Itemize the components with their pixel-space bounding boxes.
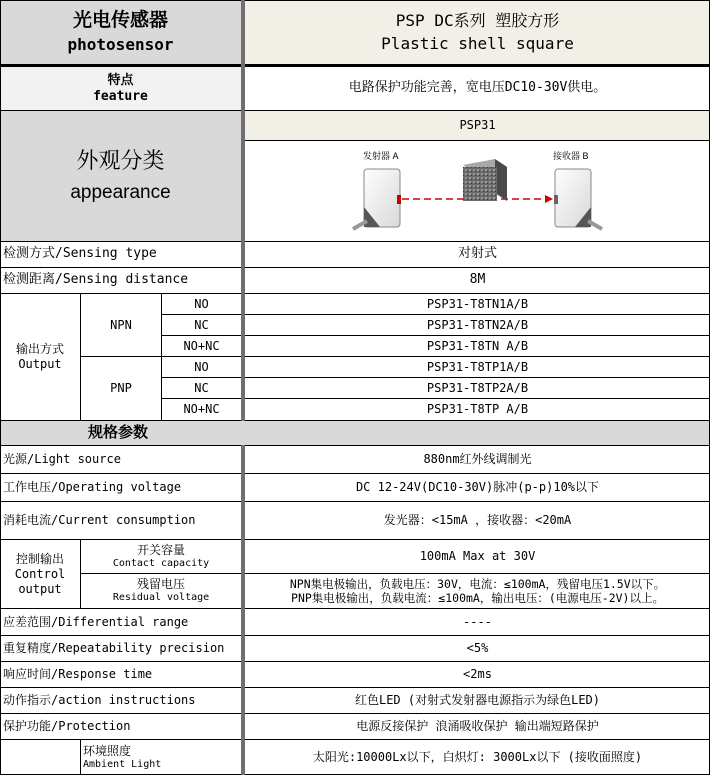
- residual-voltage-cn: 残留电压: [136, 577, 185, 592]
- grid-line: [0, 739, 710, 740]
- output-label-cn: 输出方式: [15, 342, 64, 356]
- sensing-type-label: 检测方式/Sensing type: [3, 246, 157, 262]
- appearance-label-cn: 外观分类: [76, 148, 165, 174]
- pnp-mode-no: NO: [194, 359, 209, 374]
- grid-line: [80, 356, 710, 357]
- light-source-label: 光源/Light source: [3, 452, 121, 466]
- grid-line: [0, 713, 710, 714]
- residual-voltage-label: [81, 574, 241, 608]
- object-icon: [463, 159, 507, 201]
- feature-value: 电路保护功能完善，宽电压DC10-30V供电。: [348, 80, 607, 96]
- npn-model-nc: PSP31-T8TN2A/B: [426, 317, 529, 332]
- series-en: Plastic shell square: [381, 33, 574, 53]
- operating-voltage-label: 工作电压/Operating voltage: [3, 480, 182, 494]
- grid-line: [0, 293, 710, 294]
- specs-title-text: 规格参数: [88, 423, 149, 441]
- ambient-light-label: [81, 740, 241, 775]
- output-npn: NPN: [110, 317, 132, 332]
- emitter-icon: [353, 169, 401, 229]
- pnp-model-nc: PSP31-T8TP2A/B: [426, 380, 529, 395]
- operating-voltage-value: DC 12-24V(DC10-30V)脉冲(p-p)10%以下: [355, 480, 600, 494]
- grid-line: [0, 539, 710, 540]
- npn-model-no: PSP31-T8TN1A/B: [426, 296, 529, 311]
- specs-title: [0, 421, 710, 445]
- grid-line: [80, 573, 710, 574]
- grid-line: [161, 293, 162, 420]
- sensor-diagram: [245, 141, 710, 241]
- pnp-model-nonc: PSP31-T8TP A/B: [426, 402, 529, 416]
- npn-mode-nc: NC: [194, 317, 209, 332]
- grid-line: [0, 473, 710, 474]
- current-consumption-label: 消耗电流/Current consumption: [3, 513, 196, 527]
- output-label-en: Output: [18, 357, 62, 371]
- sensing-type-value: 对射式: [457, 246, 497, 262]
- residual-pnp: PNP集电极输出，负载电流：≤100mA，输出电压：(电源电压-2V)以上。: [291, 591, 664, 605]
- contact-capacity-label: [81, 540, 241, 573]
- grid-line: [0, 64, 710, 67]
- series-cell: [245, 0, 710, 64]
- column-separator: [241, 445, 245, 775]
- appearance-label: [0, 111, 241, 241]
- column-separator: [241, 0, 245, 421]
- grid-line: [80, 293, 81, 420]
- grid-line: [0, 445, 710, 446]
- grid-line: [0, 661, 710, 662]
- residual-voltage-value: [245, 574, 710, 608]
- beam-arrow-icon: [545, 195, 553, 203]
- feature-label-cn: 特点: [107, 72, 134, 88]
- control-output-label: [0, 540, 80, 608]
- response-time-label: 响应时间/Response time: [3, 667, 153, 681]
- receiver-icon: [554, 169, 602, 229]
- control-output-en1: Control: [14, 566, 66, 581]
- grid-line: [0, 241, 710, 242]
- series-cn: PSP DC系列 塑胶方形: [395, 10, 560, 30]
- appearance-model: PSP31: [245, 111, 710, 140]
- feature-label: [0, 67, 241, 110]
- appearance-label-en: appearance: [70, 181, 171, 203]
- pnp-mode-nc: NC: [194, 380, 209, 395]
- current-consumption-value: 发光器：<15mA ，接收器：<20mA: [383, 513, 572, 527]
- protection-label: 保护功能/Protection: [3, 719, 131, 733]
- grid-line: [0, 687, 710, 688]
- grid-line: [0, 501, 710, 502]
- differential-range-value: ----: [463, 614, 492, 629]
- grid-line: [80, 539, 81, 608]
- title-cn: 光电传感器: [72, 10, 168, 32]
- sensing-distance-label: 检测距离/Sensing distance: [3, 272, 189, 288]
- pnp-mode-nonc: NO+NC: [183, 402, 220, 416]
- control-output-cn: 控制输出: [15, 551, 64, 566]
- ambient-light-cn: 环境照度: [83, 743, 132, 758]
- sensing-distance-value: 8M: [469, 272, 486, 288]
- residual-npn: NPN集电极输出，负载电压：30V，电流：≤100mA，残留电压1.5V以下。: [289, 576, 666, 591]
- title-en: photosensor: [67, 34, 174, 54]
- grid-line: [0, 608, 710, 609]
- action-instructions-value: 红色LED (对射式发射器电源指示为绿色LED): [354, 693, 601, 707]
- ambient-light-en: Ambient Light: [83, 758, 162, 770]
- grid-line: [0, 110, 710, 111]
- contact-capacity-value: 100mA Max at 30V: [419, 549, 536, 563]
- repeatability-value: <5%: [466, 641, 489, 655]
- contact-capacity-cn: 开关容量: [136, 542, 185, 557]
- residual-voltage-en: Residual voltage: [112, 592, 210, 604]
- output-pnp: PNP: [110, 381, 132, 395]
- grid-line: [0, 0, 710, 1]
- grid-line: [0, 0, 1, 775]
- output-label: [0, 294, 80, 420]
- emitter-label: 发射器 A: [363, 151, 399, 161]
- protection-value: 电源反接保护 浪涌吸收保护 输出端短路保护: [356, 719, 599, 733]
- pnp-model-no: PSP31-T8TP1A/B: [426, 359, 529, 374]
- title-cell: [0, 0, 241, 64]
- response-time-value: <2ms: [463, 667, 492, 681]
- repeatability-label: 重复精度/Repeatability precision: [3, 641, 225, 655]
- grid-line: [0, 635, 710, 636]
- npn-mode-nonc: NO+NC: [183, 338, 220, 353]
- diagram-svg: [245, 141, 710, 241]
- ambient-light-value: 太阳光:10000Lx以下，白炽灯: 3000Lx以下 (接收面照度): [312, 750, 643, 764]
- contact-capacity-en: Contact capacity: [112, 557, 210, 569]
- npn-mode-no: NO: [194, 296, 209, 311]
- grid-line: [245, 140, 710, 141]
- control-output-en2: output: [18, 581, 62, 596]
- action-instructions-label: 动作指示/action instructions: [3, 693, 196, 707]
- receiver-label: 接收器 B: [553, 151, 589, 161]
- grid-line: [80, 739, 81, 775]
- light-source-value: 880nm红外线调制光: [423, 452, 532, 466]
- grid-line: [0, 267, 710, 268]
- feature-label-en: feature: [93, 88, 148, 104]
- npn-model-nonc: PSP31-T8TN A/B: [426, 338, 529, 353]
- grid-line: [0, 420, 710, 421]
- differential-range-label: 应差范围/Differential range: [3, 614, 189, 629]
